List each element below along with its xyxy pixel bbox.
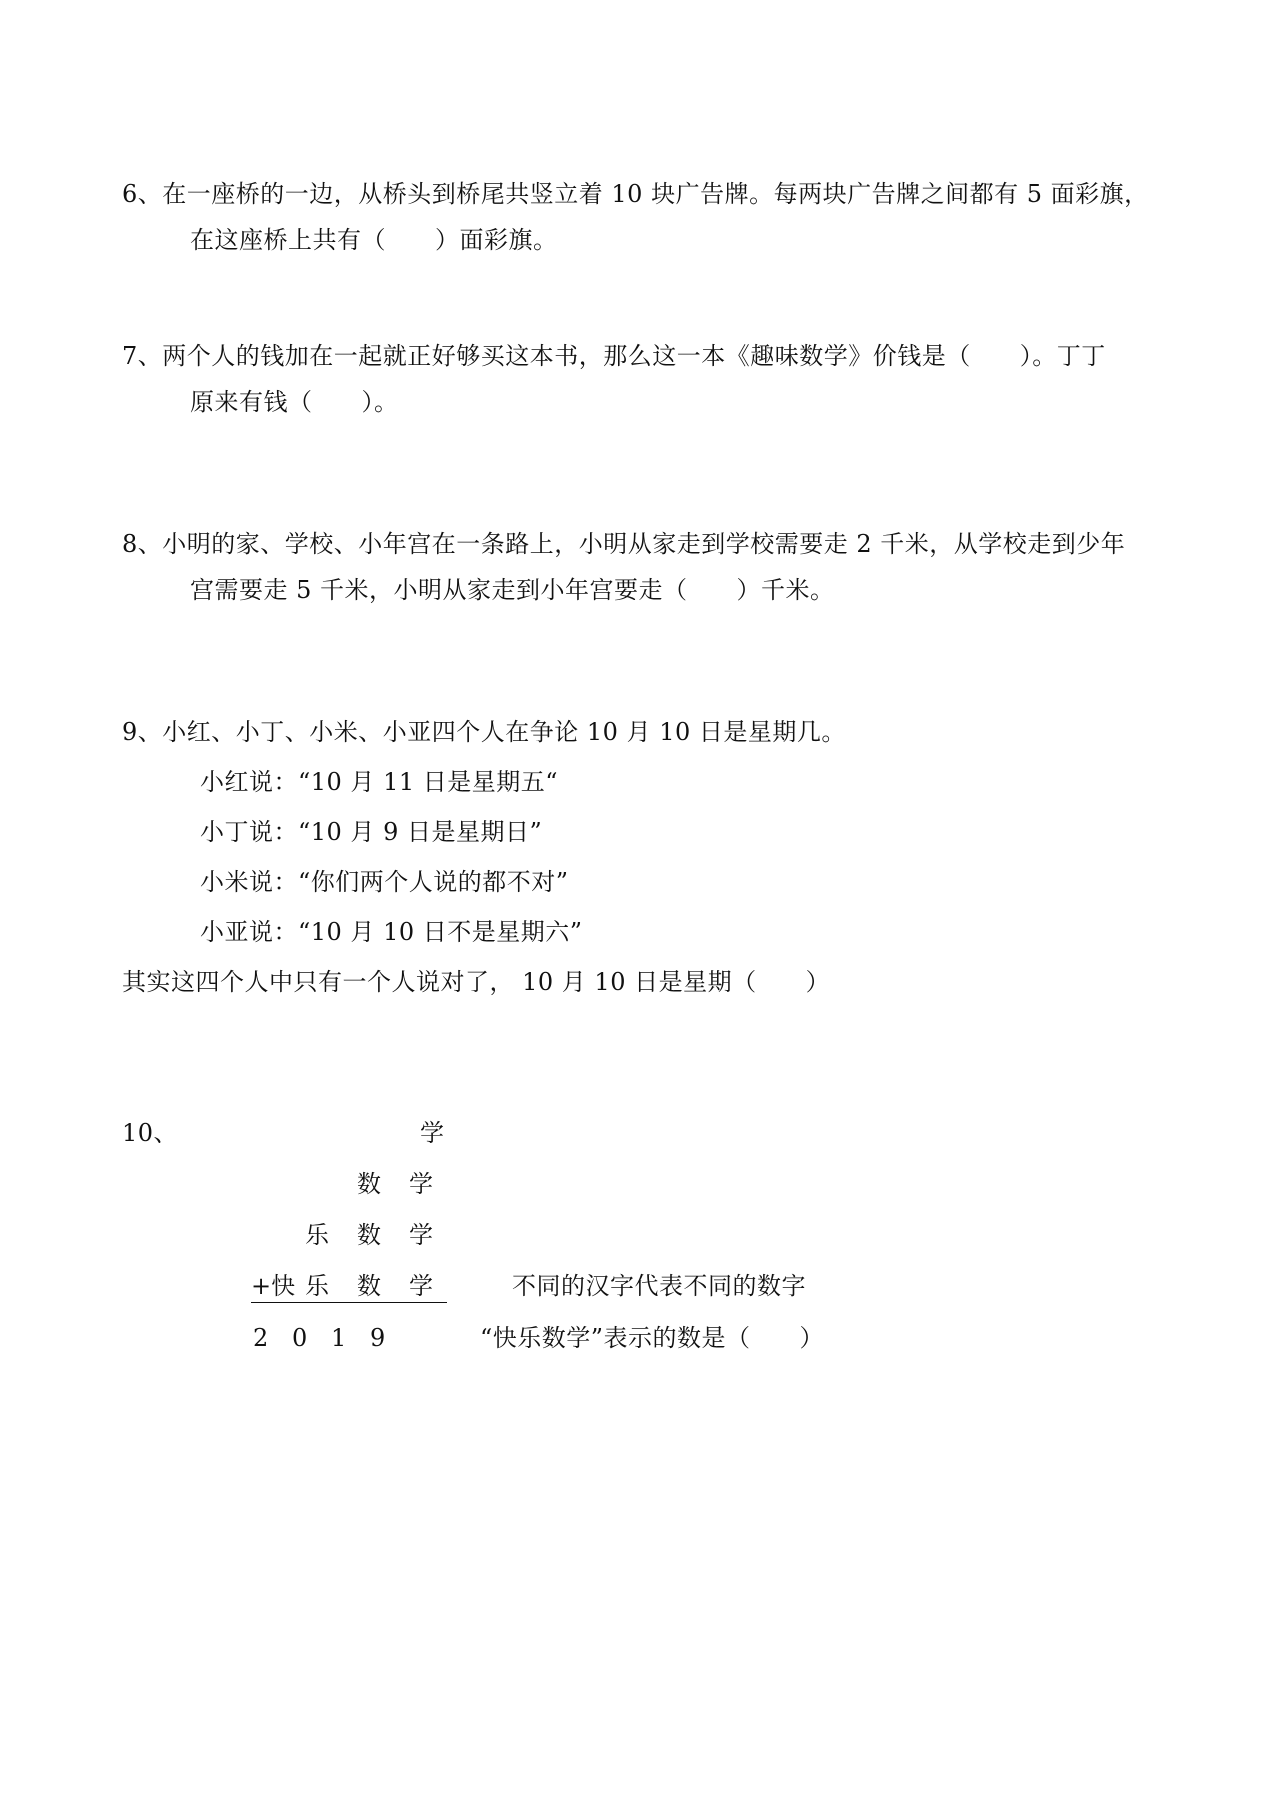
result-digit: 2 xyxy=(253,1324,269,1352)
q9-conclusion: 其实这四个人中只有一个人说对了， 10 月 10 日是星期（ ） xyxy=(122,968,831,996)
q9-statement: 小红说：“10 月 11 日是星期五“ xyxy=(200,768,559,796)
result-digit: 9 xyxy=(370,1324,386,1352)
q6-line2: 在这座桥上共有（ ）面彩旗。 xyxy=(190,226,558,254)
puzzle-char: 乐 xyxy=(305,1221,329,1249)
puzzle-char: +快 xyxy=(251,1272,296,1300)
q8-line2: 宫需要走 5 千米，小明从家走到小年宫要走（ ）千米。 xyxy=(190,576,835,604)
q8-line1: 8、小明的家、学校、小年宫在一条路上，小明从家走到学校需要走 2 千米，从学校走到少年 xyxy=(122,530,1126,558)
puzzle-char: 数 xyxy=(357,1221,381,1249)
q6-line1: 6、在一座桥的一边，从桥头到桥尾共竖立着 10 块广告牌。每两块广告牌之间都有 5 面彩旗， xyxy=(122,180,1149,208)
puzzle-char: 学 xyxy=(409,1170,433,1198)
result-digit: 0 xyxy=(292,1324,308,1352)
q7-line2: 原来有钱（ ）。 xyxy=(190,388,399,416)
q9-line1: 9、小红、小丁、小米、小亚四个人在争论 10 月 10 日是星期几。 xyxy=(122,718,846,746)
q9-statement: 小丁说：“10 月 9 日是星期日” xyxy=(200,818,543,846)
q10-note1: 不同的汉字代表不同的数字 xyxy=(512,1272,806,1300)
q7-line1: 7、两个人的钱加在一起就正好够买这本书，那么这一本《趣味数学》价钱是（ ）。丁丁 xyxy=(122,342,1106,370)
q10-note2: “快乐数学”表示的数是（ ） xyxy=(480,1324,825,1352)
puzzle-char: 学 xyxy=(409,1221,433,1249)
puzzle-char: 学 xyxy=(420,1119,444,1147)
q10-number: 10、 xyxy=(122,1119,179,1147)
puzzle-char: 乐 xyxy=(305,1272,329,1300)
puzzle-char: 数 xyxy=(357,1170,381,1198)
q9-statement: 小米说：“你们两个人说的都不对” xyxy=(200,868,569,896)
result-digit: 1 xyxy=(331,1324,347,1352)
sum-line xyxy=(251,1302,447,1303)
puzzle-char: 学 xyxy=(409,1272,433,1300)
q9-statement: 小亚说：“10 月 10 日不是星期六” xyxy=(200,918,583,946)
puzzle-char: 数 xyxy=(357,1272,381,1300)
